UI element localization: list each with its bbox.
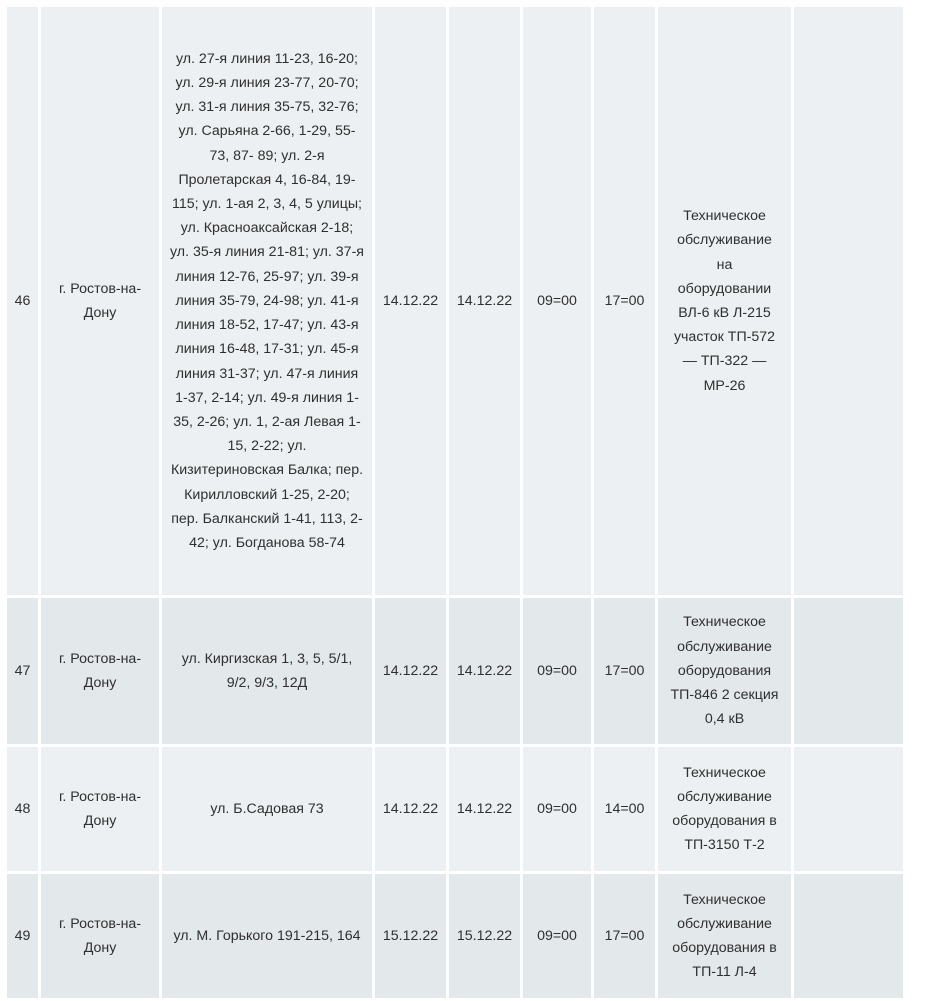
row-number: 46 [7, 7, 38, 595]
work-description-cell: Техническое обслуживание оборудования в ТП-11 Л-4 [658, 874, 791, 998]
outage-schedule-table [4, 4, 906, 1001]
end-time-cell: 17=00 [594, 874, 655, 998]
start-date-cell: 14.12.22 [375, 598, 446, 744]
end-date-cell: 14.12.22 [449, 598, 520, 744]
city-cell: г. Ростов-на-Дону [41, 598, 159, 744]
end-date-cell: 14.12.22 [449, 747, 520, 871]
start-time-cell: 09=00 [523, 7, 591, 595]
row-number: 47 [7, 598, 38, 744]
start-date-cell: 14.12.22 [375, 7, 446, 595]
end-date-cell: 14.12.22 [449, 7, 520, 595]
city-cell: г. Ростов-на-Дону [41, 747, 159, 871]
city-cell: г. Ростов-на-Дону [41, 7, 159, 595]
start-time-cell: 09=00 [523, 747, 591, 871]
address-cell: ул. 27-я линия 11-23, 16-20; ул. 29-я линия 23-77, 20-70; ул. 31-я линия 35-75, 32-76; ул. Сарьяна 2-66, 1-29, 55-73, 87- 89; ул. 2-я Пролетарская 4, 16-84, 19-115; ул. 1-ая 2, 3, 4, 5 улицы; ул. Красноаксайская 2-18; ул. 35-я линия 21-81; ул. 37-я линия 12-76, 25-97; ул. 39-я линия 35-79, 24-98; ул. 41-я линия 18-52, 17-47; ул. 43-я линия 16-48, 17-31; ул. 45-я линия 31-37; ул. 47-я линия 1-37, 2-14; ул. 49-я линия 1-35, 2-26; ул. 1, 2-ая Левая 1-15, 2-22; ул. Кизитериновская Балка; пер. Кирилловский 1-25, 2-20; пер. Балканский 1-41, 113, 2-42; ул. Богданова 58-74 [162, 7, 372, 595]
note-cell [794, 7, 903, 595]
end-time-cell: 17=00 [594, 7, 655, 595]
start-date-cell: 15.12.22 [375, 874, 446, 998]
end-date-cell: 15.12.22 [449, 874, 520, 998]
row-number: 49 [7, 874, 38, 998]
note-cell [794, 874, 903, 998]
work-description-cell: Техническое обслуживание на оборудовании ВЛ-6 кВ Л-215 участок ТП-572 — ТП-322 — МР-26 [658, 7, 791, 595]
address-cell: ул. Киргизская 1, 3, 5, 5/1, 9/2, 9/3, 12Д [162, 598, 372, 744]
table-row [7, 598, 903, 744]
end-time-cell: 14=00 [594, 747, 655, 871]
work-description-cell: Техническое обслуживание оборудования в ТП-3150 Т-2 [658, 747, 791, 871]
note-cell [794, 747, 903, 871]
start-date-cell: 14.12.22 [375, 747, 446, 871]
note-cell [794, 598, 903, 744]
table-row [7, 874, 903, 998]
start-time-cell: 09=00 [523, 598, 591, 744]
table-row [7, 7, 903, 595]
table-row [7, 747, 903, 871]
city-cell: г. Ростов-на-Дону [41, 874, 159, 998]
work-description-cell: Техническое обслуживание оборудования ТП-846 2 секция 0,4 кВ [658, 598, 791, 744]
row-number: 48 [7, 747, 38, 871]
end-time-cell: 17=00 [594, 598, 655, 744]
start-time-cell: 09=00 [523, 874, 591, 998]
address-cell: ул. Б.Садовая 73 [162, 747, 372, 871]
address-cell: ул. М. Горького 191-215, 164 [162, 874, 372, 998]
